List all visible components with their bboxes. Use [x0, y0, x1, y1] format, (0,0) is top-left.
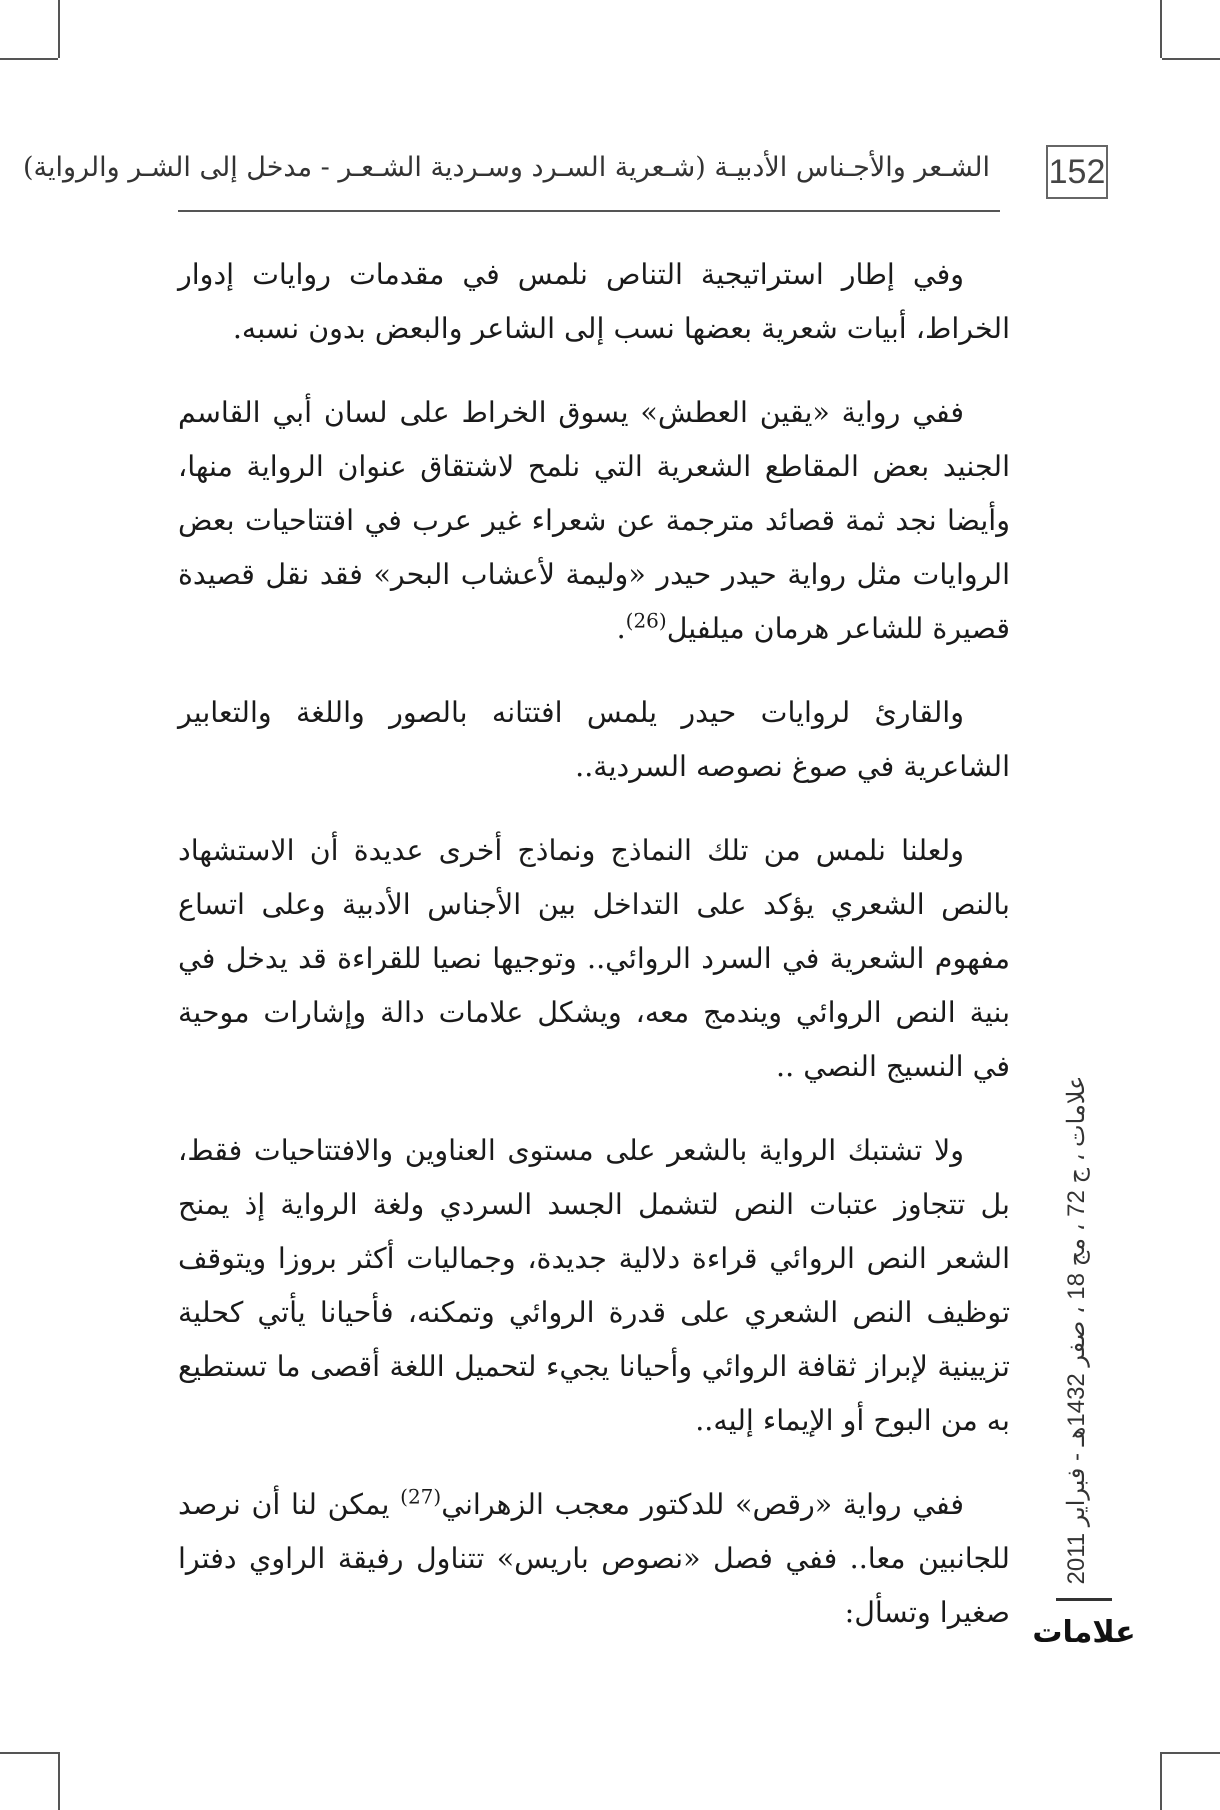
paragraph	[178, 386, 1010, 656]
paragraph	[178, 686, 1010, 794]
paragraph	[178, 1478, 1010, 1640]
journal-logo: علامات	[1032, 1614, 1136, 1650]
crop-mark	[58, 1752, 60, 1810]
crop-mark	[1160, 1752, 1162, 1810]
paragraph-text: ولا تشتبك الرواية بالشعر على مستوى العناوين والافتتاحيات فقط، بل تتجاوز عتبات النص لتشمل الجسد السردي ولغة الرواية إذ يمنح الشعر النص الروائي قراءة دلالية جديدة، وجماليات أكثر بروزا ويتوقف توظيف النص الشعري على قدرة الروائي وتمكنه، فأحيانا يأتي كحلية تزيينية لإبراز ثقافة الروائي وأحيانا يجيء لتحميل اللغة أقصى ما تستطيع به من البوح أو الإيماء إليه..	[178, 1134, 1010, 1437]
footnote-ref[interactable]: (26)	[625, 608, 667, 633]
footnote-ref[interactable]: (27)	[400, 1484, 442, 1509]
article-body	[178, 248, 1010, 1670]
crop-mark	[0, 58, 58, 60]
paragraph-text: والقارئ لروايات حيدر يلمس افتتانه بالصور واللغة والتعابير الشاعرية في صوغ نصوصه السردية..	[178, 696, 1010, 783]
sidebar-divider	[1056, 1598, 1112, 1601]
journal-citation: علامات ، ج 72 ، مج 18 ، صفر 1432هـ - فبراير 2011	[1063, 1075, 1090, 1585]
crop-mark	[1160, 0, 1162, 58]
page-number: 152	[1046, 145, 1108, 199]
paragraph-text: وفي إطار استراتيجية التناص نلمس في مقدمات روايات إدوار الخراط، أبيات شعرية بعضها نسب إلى الشاعر والبعض بدون نسبه.	[178, 258, 1010, 345]
paragraph-text: ولعلنا نلمس من تلك النماذج ونماذج أخرى عديدة أن الاستشهاد بالنص الشعري يؤكد على التداخل بين الأجناس الأدبية وعلى اتساع مفهوم الشعرية في السرد الروائي.. وتوجيها نصيا للقراءة قد يدخل في بنية النص الروائي ويندمج معه، ويشكل علامات دالة وإشارات موحية في النسيج النصي ..	[178, 834, 1010, 1083]
paragraph-text: يمكن لنا أن نرصد للجانبين معا.. ففي فصل «نصوص باريس» تتناول رفيقة الراوي دفترا صغيرا وتسأل:	[178, 1488, 1010, 1629]
crop-mark	[1162, 1752, 1220, 1754]
crop-mark	[0, 1752, 58, 1754]
crop-mark	[58, 0, 60, 58]
paragraph-text: ففي رواية «رقص» للدكتور معجب الزهراني	[441, 1488, 964, 1521]
paragraph-end: .	[616, 612, 626, 645]
paragraph	[178, 824, 1010, 1094]
paragraph-text: ففي رواية «يقين العطش» يسوق الخراط على لسان أبي القاسم الجنيد بعض المقاطع الشعرية التي نلمح لاشتقاق عنوان الرواية منها، وأيضا نجد ثمة قصائد مترجمة عن شعراء غير عرب في افتتاحيات بعض الروايات مثل رواية حيدر حيدر «وليمة لأعشاب البحر» فقد نقل قصيدة قصيرة للشاعر هرمان ميلفيل	[178, 396, 1010, 645]
paragraph	[178, 1124, 1010, 1448]
header-divider	[178, 210, 1000, 212]
paragraph	[178, 248, 1010, 356]
running-header-title: الشـعر والأجـناس الأدبيـة (شـعرية السـرد وسـردية الشـعـر - مدخل إلى الشـر والرواية)	[22, 152, 990, 183]
crop-mark	[1162, 58, 1220, 60]
